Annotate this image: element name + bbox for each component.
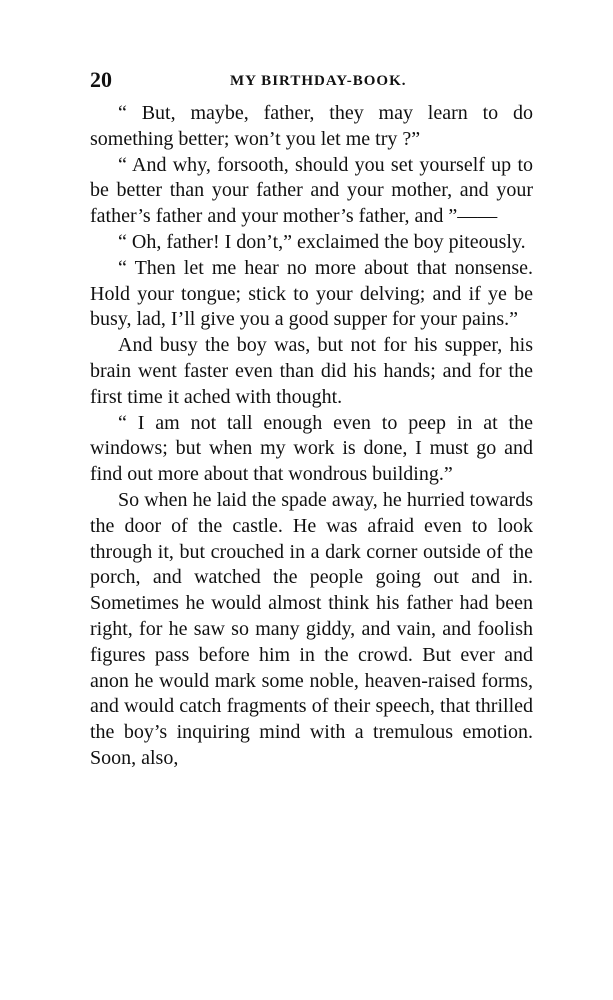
paragraph-6: “ I am not tall enough even to peep in at the windows; but when my work is done, I must go and find out more about that wondrous building.”: [90, 411, 533, 486]
paragraph-2: “ And why, forsooth, should you set yourself up to be better than your father and your mother, and your father’s father and your mother’s father, and ”——: [90, 153, 533, 228]
running-head: MY BIRTHDAY-BOOK.: [230, 73, 407, 89]
paragraph-4: “ Then let me hear no more about that nonsense. Hold your tongue; stick to your delving; and if ye be busy, lad, I’ll give you a good supper for your pains.”: [90, 256, 533, 331]
paragraph-1: “ But, maybe, father, they may learn to do something better; won’t you let me try ?”: [90, 102, 533, 150]
page-number: 20: [90, 67, 112, 92]
paragraph-5: And busy the boy was, but not for his supper, his brain went faster even than did his hands; and for the first time it ached with thought.: [90, 334, 533, 408]
paragraph-7: So when he laid the spade away, he hurried towards the door of the castle. He was afraid even to look through it, but crouched in a dark corner outside of the porch, and watched the people going out and in. Sometimes he would almost think his father had been right, for he saw so many giddy, and vain, and foolish figures pass before him in the crowd. But ever and anon he would mark some noble, heaven-raised forms, and would catch fragments of their speech, that thrilled the boy’s inquiring mind with a tremulous emotion. Soon, also,: [90, 488, 533, 769]
page-header: [90, 66, 533, 94]
paragraph-3: “ Oh, father! I don’t,” exclaimed the boy piteously.: [118, 230, 526, 253]
body-text: [90, 101, 533, 772]
